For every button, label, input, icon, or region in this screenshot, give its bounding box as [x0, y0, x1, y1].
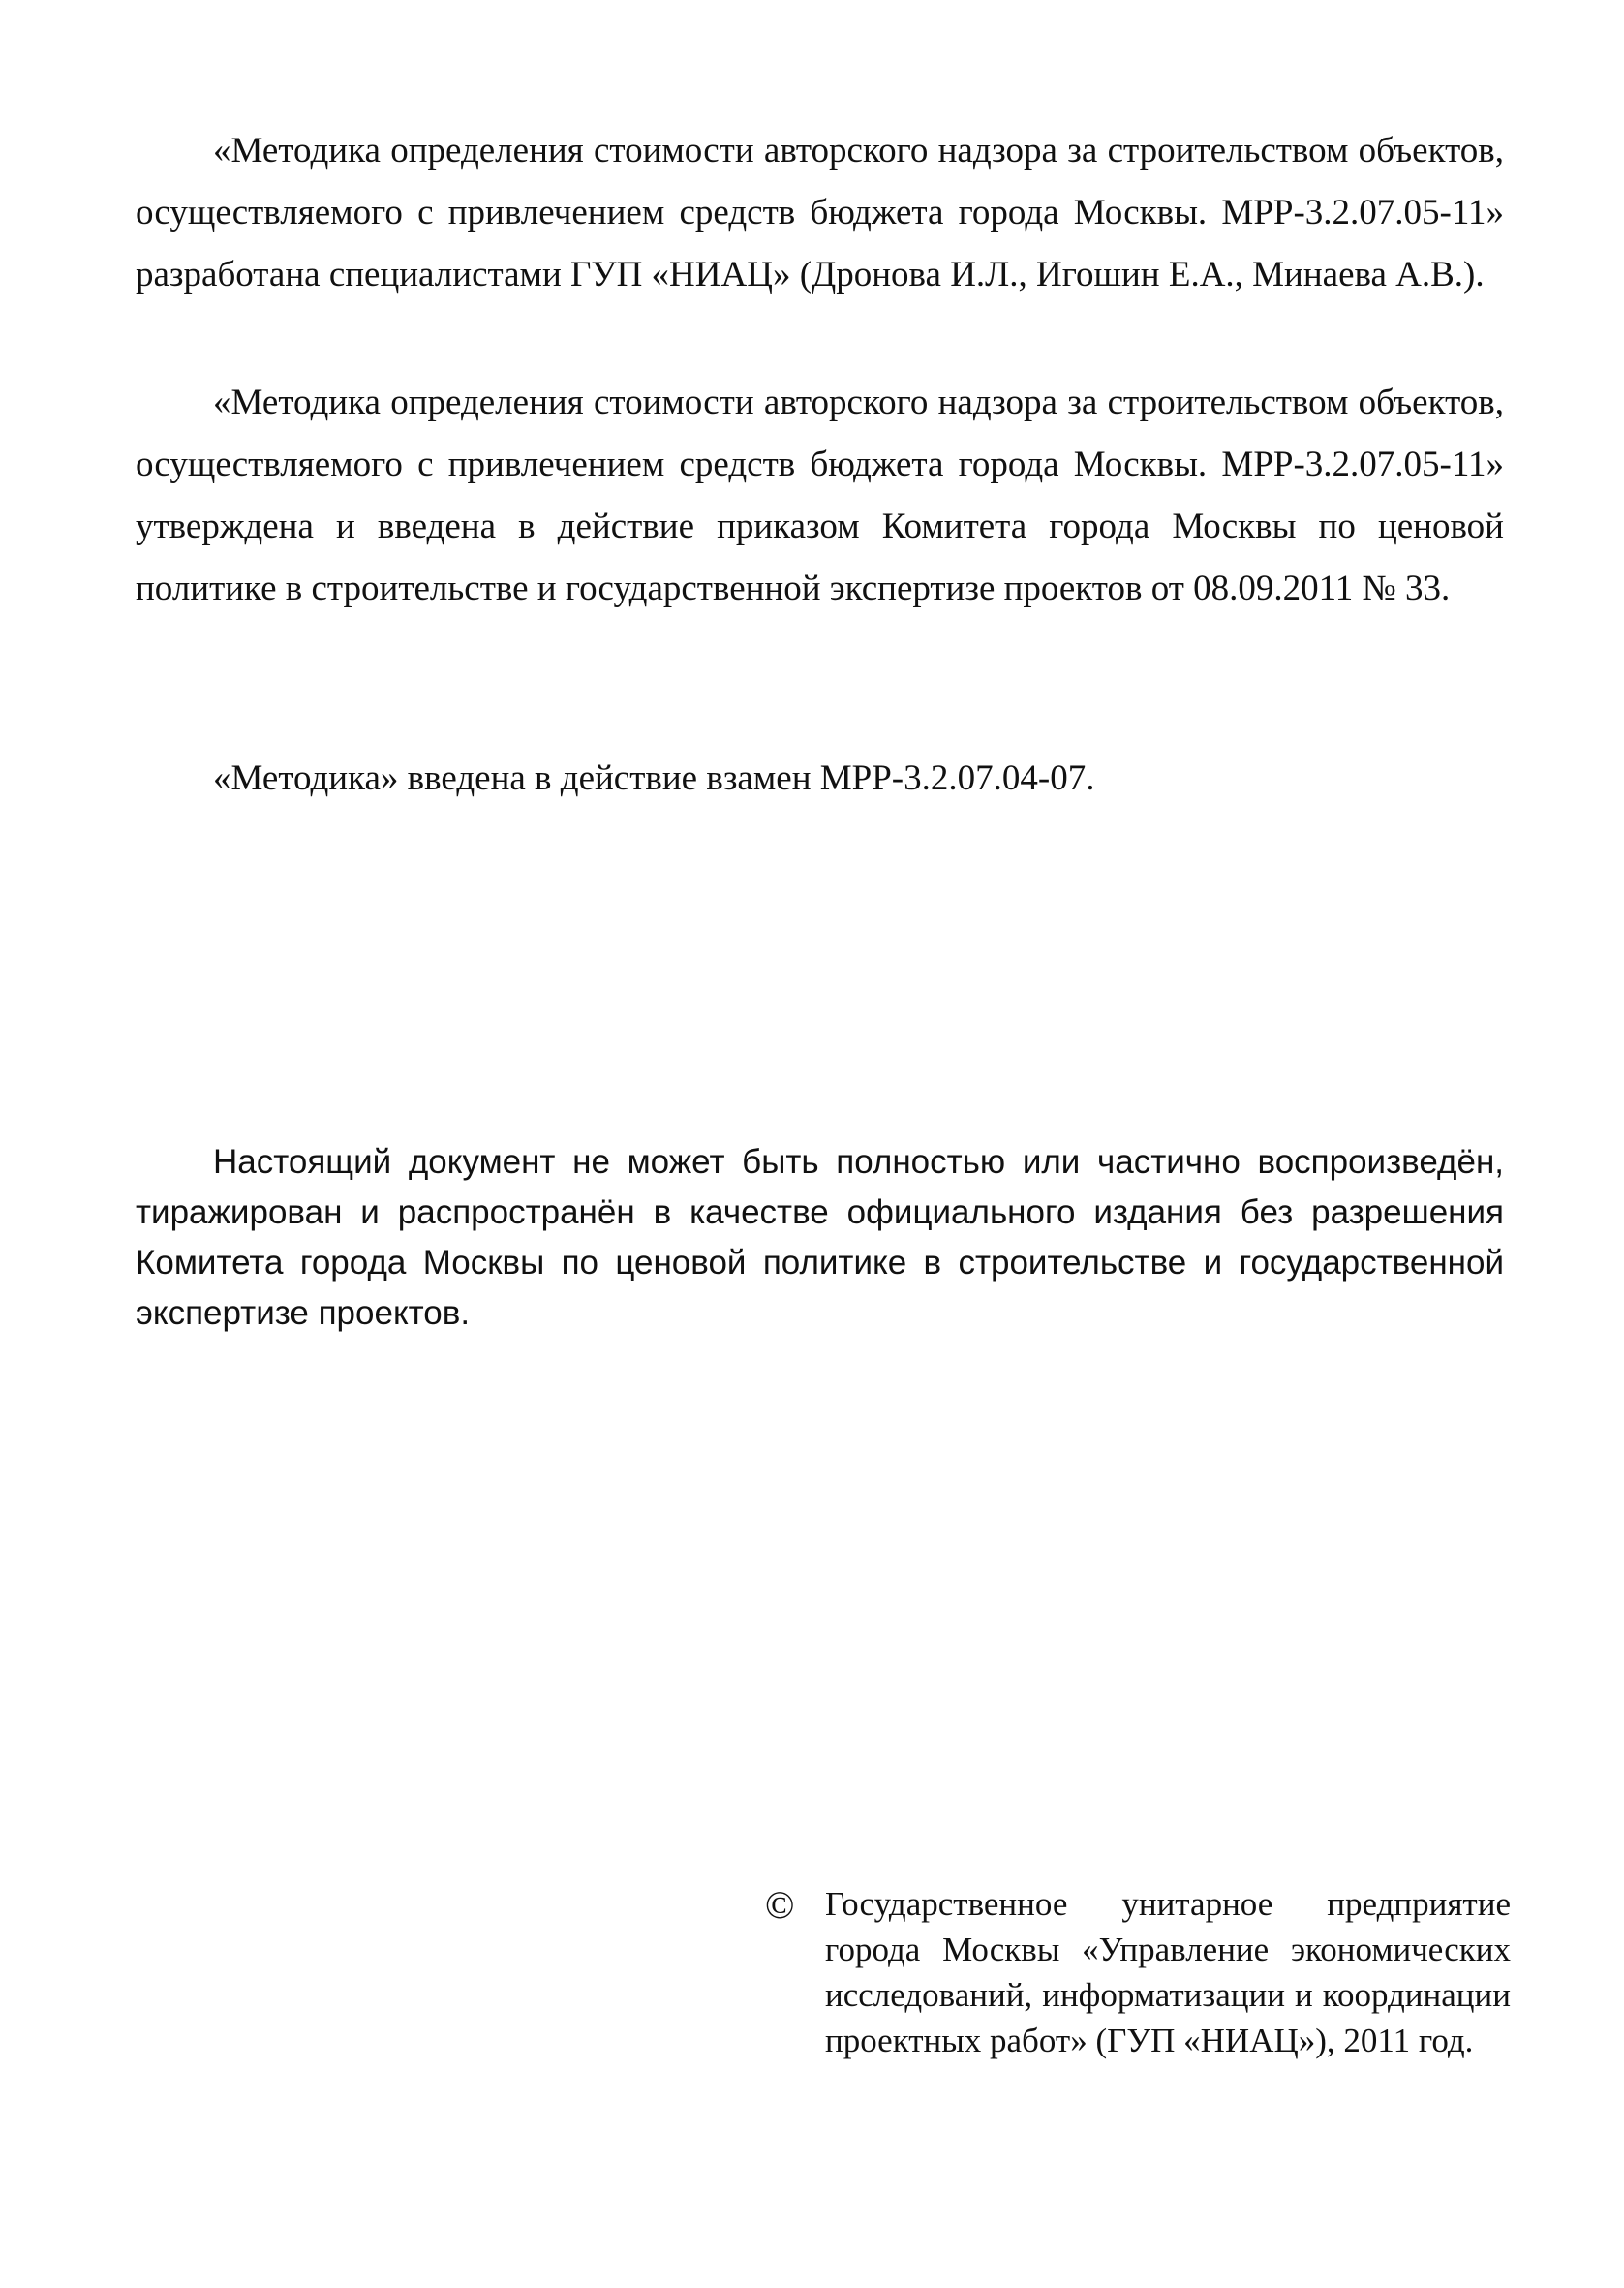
paragraph-developers: «Методика определения стоимости авторского надзора за строительством объектов, осуществляемого с привлечением средств бюджета города Москвы. МРР-3.2.07.05-11» разработана специалистами ГУП «НИАЦ» (Дронова И.Л., Игошин Е.А., Минаева А.В.).	[136, 131, 1504, 294]
copyright-text: Государственное унитарное предприятие города Москвы «Управление экономических исследований, информатизации и координации проектных работ» (ГУП «НИАЦ»), 2011 год.	[825, 1885, 1511, 2059]
paragraph-approval: «Методика определения стоимости авторского надзора за строительством объектов, осуществляемого с привлечением средств бюджета города Москвы. МРР-3.2.07.05-11» утверждена и введена в действие приказом Комитета города Москвы по ценовой политике в строительстве и государственной экспертизе проектов от 08.09.2011 № 33.	[136, 383, 1504, 608]
copyright-icon: ©	[765, 1883, 795, 1927]
reproduction-notice: Настоящий документ не может быть полностью или частично воспроизведён, тиражирован и распространён в качестве официального издания без разрешения Комитета города Москвы по ценовой политике в строительстве и государственной экспертизе проектов.	[136, 1143, 1504, 1332]
paragraph-replacement: «Методика» введена в действие взамен МРР-3.2.07.04-07.	[213, 758, 1095, 798]
